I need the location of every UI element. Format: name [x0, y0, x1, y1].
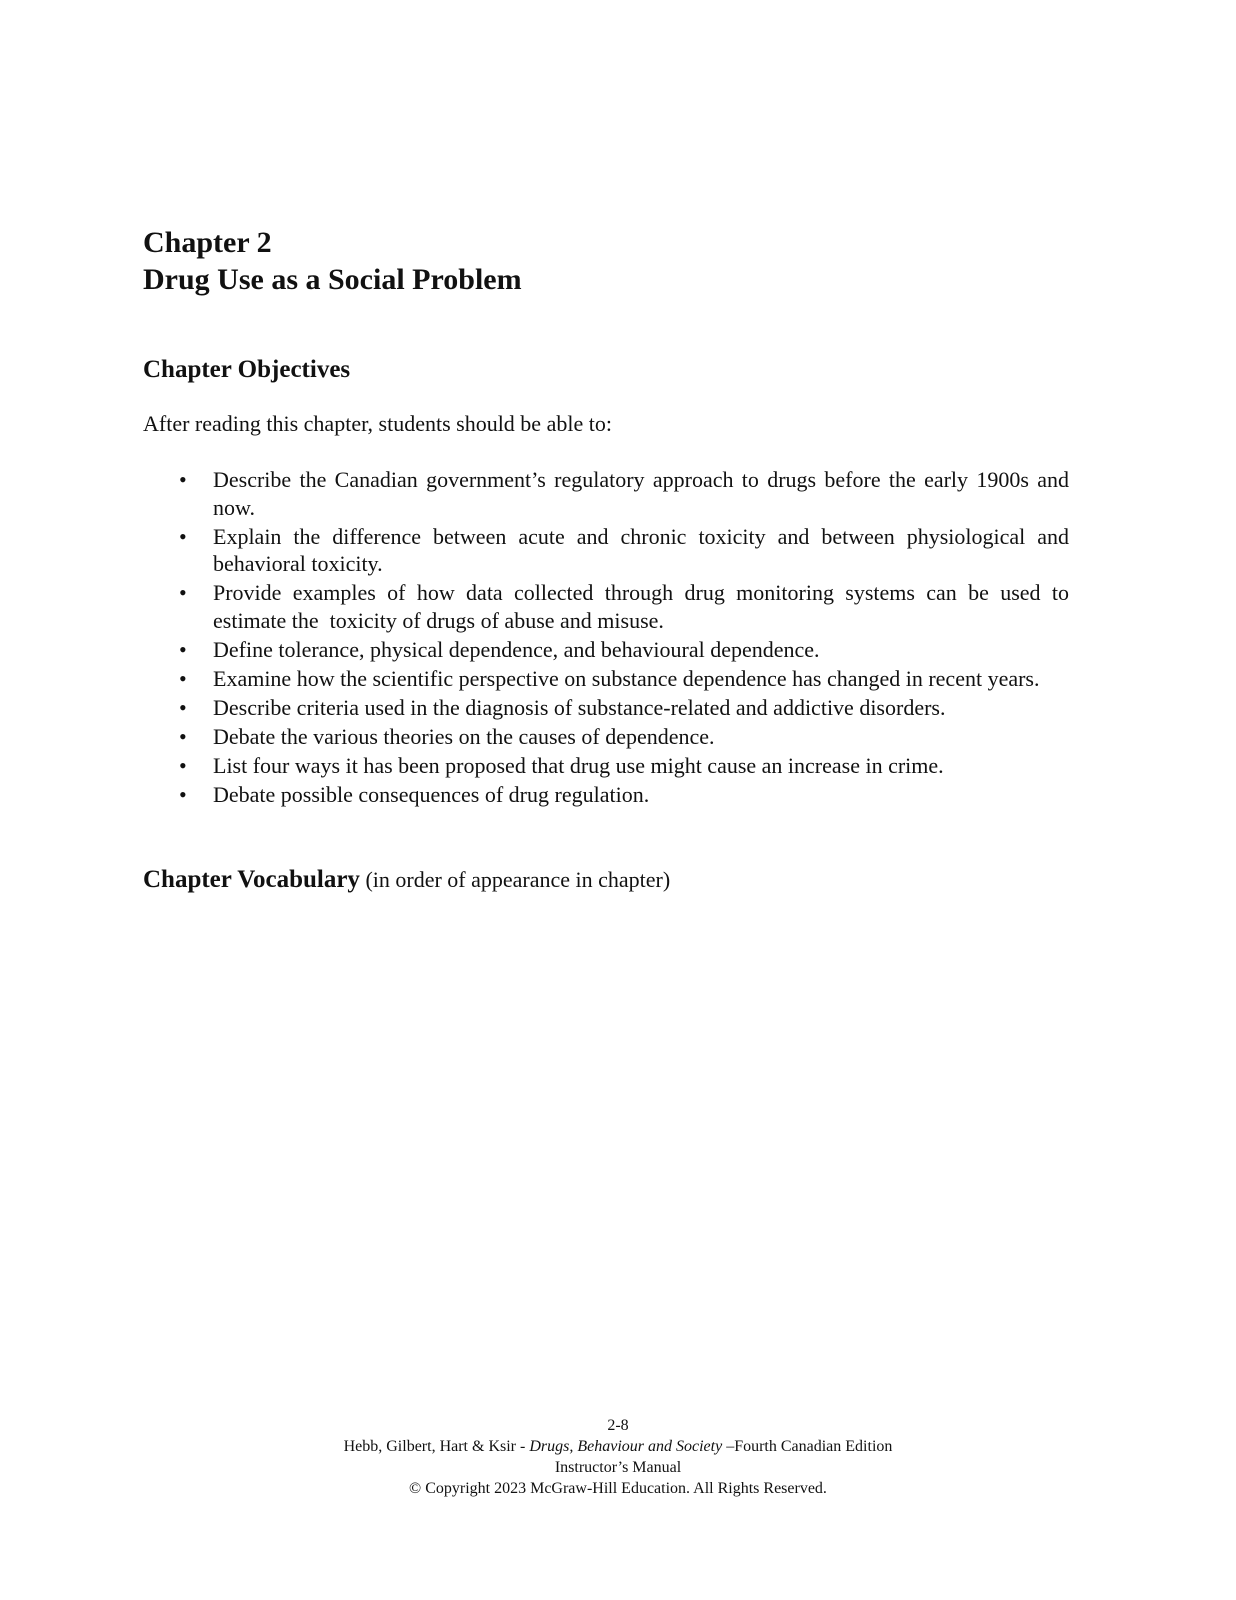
footer-edition: –Fourth Canadian Edition [722, 1438, 893, 1455]
list-item-text: Provide examples of how data collected through drug monitoring systems can be used to estimate the toxicity of drugs of abuse and misuse. [213, 580, 1075, 633]
list-item [143, 636, 1069, 664]
bullet-icon: • [179, 781, 187, 807]
vocabulary-heading-line [143, 865, 1069, 895]
bullet-icon: • [179, 723, 187, 749]
list-item-text: Debate the various theories on the causes of dependence. [213, 723, 715, 749]
list-item-text: List four ways it has been proposed that drug use might cause an increase in crime. [213, 752, 944, 778]
chapter-title: Drug Use as a Social Problem [143, 263, 522, 296]
bullet-icon: • [179, 580, 187, 605]
bullet-icon: • [179, 523, 187, 549]
list-item-text: Describe criteria used in the diagnosis of substance-related and addictive disorders. [213, 694, 946, 720]
footer-copyright: © Copyright 2023 McGraw-Hill Education. All Rights Reserved. [409, 1480, 827, 1497]
objectives-intro: After reading this chapter, students should be able to: [143, 411, 612, 436]
chapter-number: Chapter 2 [143, 226, 272, 259]
page-footer [0, 1415, 1236, 1499]
list-item [143, 523, 1069, 578]
bullet-icon: • [179, 694, 187, 720]
bullet-icon: • [179, 467, 187, 492]
list-item [143, 781, 1069, 809]
chapter-heading [143, 224, 1069, 298]
page-content [143, 224, 1075, 895]
footer-book-title: Drugs, Behaviour and Society [529, 1438, 723, 1455]
list-item-text: Explain the difference between acute and chronic toxicity and between physiological and behavioral toxicity. [213, 523, 1069, 576]
footer-authors: Hebb, Gilbert, Hart & Ksir - [343, 1438, 530, 1455]
list-item [143, 579, 1075, 634]
objectives-heading: Chapter Objectives [143, 356, 351, 383]
bullet-icon: • [179, 665, 187, 691]
list-item-text: Debate possible consequences of drug regulation. [213, 781, 650, 807]
objectives-list [143, 466, 1075, 808]
list-item [143, 466, 1069, 521]
list-item [143, 694, 1069, 722]
footer-citation [0, 1436, 1236, 1457]
list-item [143, 665, 1069, 693]
page-number: 2-8 [607, 1417, 629, 1434]
list-item [143, 752, 1069, 780]
bullet-icon: • [179, 636, 187, 662]
list-item [143, 723, 1069, 751]
bullet-icon: • [179, 752, 187, 778]
list-item-text: Define tolerance, physical dependence, and behavioural dependence. [213, 636, 820, 662]
list-item-text: Describe the Canadian government’s regulatory approach to drugs before the early 1900s and now. [213, 467, 1069, 520]
vocabulary-heading: Chapter Vocabulary [143, 866, 360, 893]
vocabulary-note: (in order of appearance in chapter) [365, 867, 671, 892]
list-item-text: Examine how the scientific perspective on substance dependence has changed in recent years. [213, 665, 1040, 691]
footer-manual: Instructor’s Manual [554, 1459, 682, 1476]
